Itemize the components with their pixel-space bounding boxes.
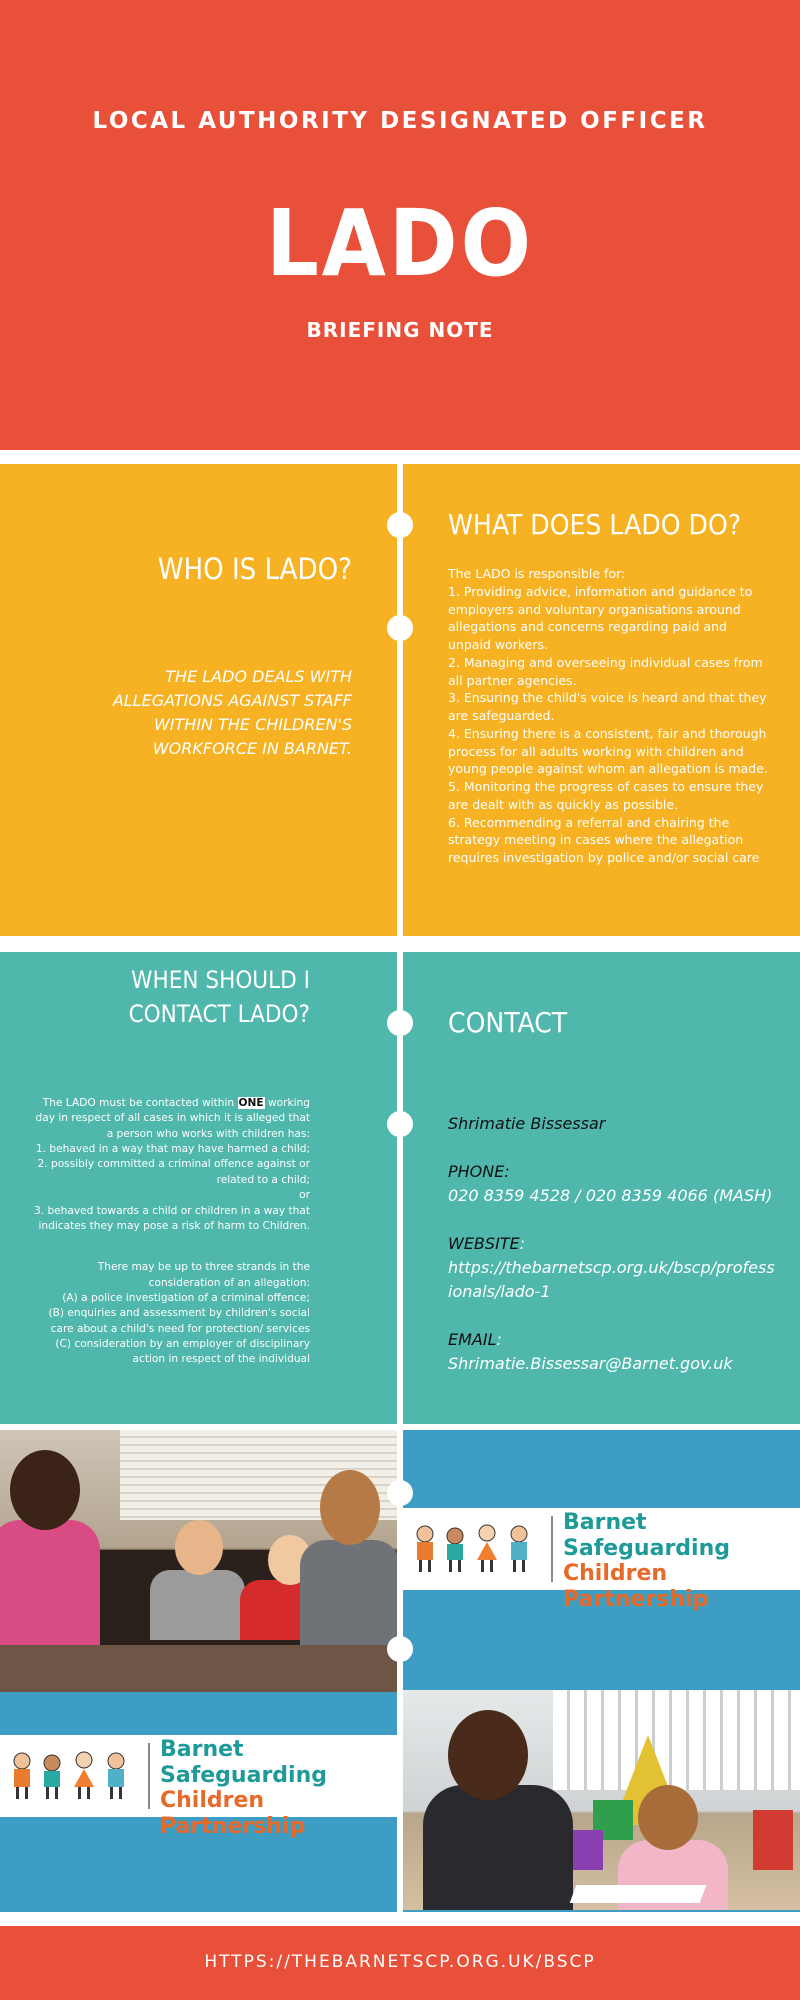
contact-name: Shrimatie Bissessar (448, 1114, 606, 1133)
logo-line-3: Children Partnership (563, 1561, 709, 1613)
phone-value[interactable]: 020 8359 4528 / 020 8359 4066 (MASH) (448, 1186, 773, 1205)
logo-line-3: Children Partnership (160, 1788, 306, 1840)
contact-details (448, 1112, 778, 1376)
when-strand: (A) a police investigation of a criminal offence; (62, 1291, 310, 1304)
website-link[interactable]: https://thebarnetscp.org.uk/bscp/professionals/lado-1 (448, 1258, 775, 1301)
when-strands-intro: There may be up to three strands in the consideration of an allegation: (97, 1261, 310, 1289)
what-item: 3. Ensuring the child's voice is heard and that they are safeguarded. (448, 690, 767, 723)
contact-title: CONTACT (448, 1006, 568, 1039)
when-strand: (C) consideration by an employer of disciplinary action in respect of the individual (55, 1338, 310, 1366)
timeline-dot (387, 1480, 413, 1506)
when-title: WHEN SHOULD I CONTACT LADO? (128, 966, 310, 1028)
logo-line-1: Barnet (160, 1737, 244, 1762)
when-intro: The LADO must be contacted within ONE working day in respect of all cases in which it is alleged that a person who works with children has: (35, 1097, 310, 1140)
who-quote: THE LADO DEALS WITH ALLEGATIONS AGAINST STAFF WITHIN THE CHILDREN'S WORKFORCE IN BARNET. (112, 667, 352, 758)
logo-line-2: Safeguarding (563, 1535, 730, 1561)
what-item: 6. Recommending a referral and chairing the strategy meeting in cases where the allegation requires investigation by police and/or social care (448, 814, 760, 865)
what-item: 2. Managing and overseeing individual cases from all partner agencies. (448, 654, 763, 688)
timeline-dot (387, 1111, 413, 1137)
footer-url-link[interactable]: HTTPS://THEBARNETSCP.ORG.UK/BSCP (204, 1952, 596, 1972)
phone-label: PHONE: (448, 1162, 510, 1181)
what-body (448, 565, 768, 867)
header-banner (0, 0, 800, 450)
footer (0, 1926, 800, 2000)
logo-line-2: Safeguarding (160, 1762, 327, 1788)
bscp-logo (403, 1508, 800, 1613)
when-list-item: 1. behaved in a way that may have harmed a child; (35, 1143, 310, 1156)
family-photo (0, 1430, 397, 1692)
page-title: LADO (266, 190, 534, 297)
timeline-dot (387, 1636, 413, 1662)
what-item: 1. Providing advice, information and guidance to employers and voluntary organisations around allegations and concerns regarding paid and unpaid workers. (448, 583, 753, 652)
children-logo-icon (411, 1520, 539, 1576)
timeline-dot (387, 1010, 413, 1036)
timeline-dot (387, 615, 413, 641)
email-link[interactable]: Shrimatie.Bissessar@Barnet.gov.uk (448, 1354, 733, 1373)
when-list-item: 3. behaved towards a child or children in a way that indicates they may pose a risk of harm to Children. (33, 1204, 310, 1232)
header-subtitle: BRIEFING NOTE (306, 318, 494, 342)
children-logo-icon (8, 1747, 136, 1803)
when-list-item: 2. possibly committed a criminal offence against or related to a child; (37, 1158, 310, 1186)
who-title: WHO IS LADO? (157, 552, 352, 586)
timeline-dot (387, 512, 413, 538)
when-body (30, 1096, 310, 1368)
what-item: 5. Monitoring the progress of cases to ensure they are dealt with as quickly as possible. (448, 779, 764, 812)
header-kicker: LOCAL AUTHORITY DESIGNATED OFFICER (92, 108, 708, 134)
what-item: 4. Ensuring there is a consistent, fair and thorough process for all adults working with children and young people against whom an allegation is made. (448, 725, 768, 777)
when-strand: (B) enquiries and assessment by children's social care about a child's need for protection/ services (48, 1307, 310, 1335)
when-list-item: or (299, 1189, 310, 1202)
logo-line-1: Barnet (563, 1510, 647, 1535)
reading-photo (403, 1690, 800, 1910)
what-intro: The LADO is responsible for: (448, 566, 626, 581)
website-label: WEBSITE: (448, 1234, 526, 1253)
highlight-one: ONE (238, 1097, 264, 1109)
what-title: WHAT DOES LADO DO? (448, 508, 742, 541)
bscp-logo (0, 1735, 397, 1840)
email-label: EMAIL: (448, 1330, 502, 1349)
